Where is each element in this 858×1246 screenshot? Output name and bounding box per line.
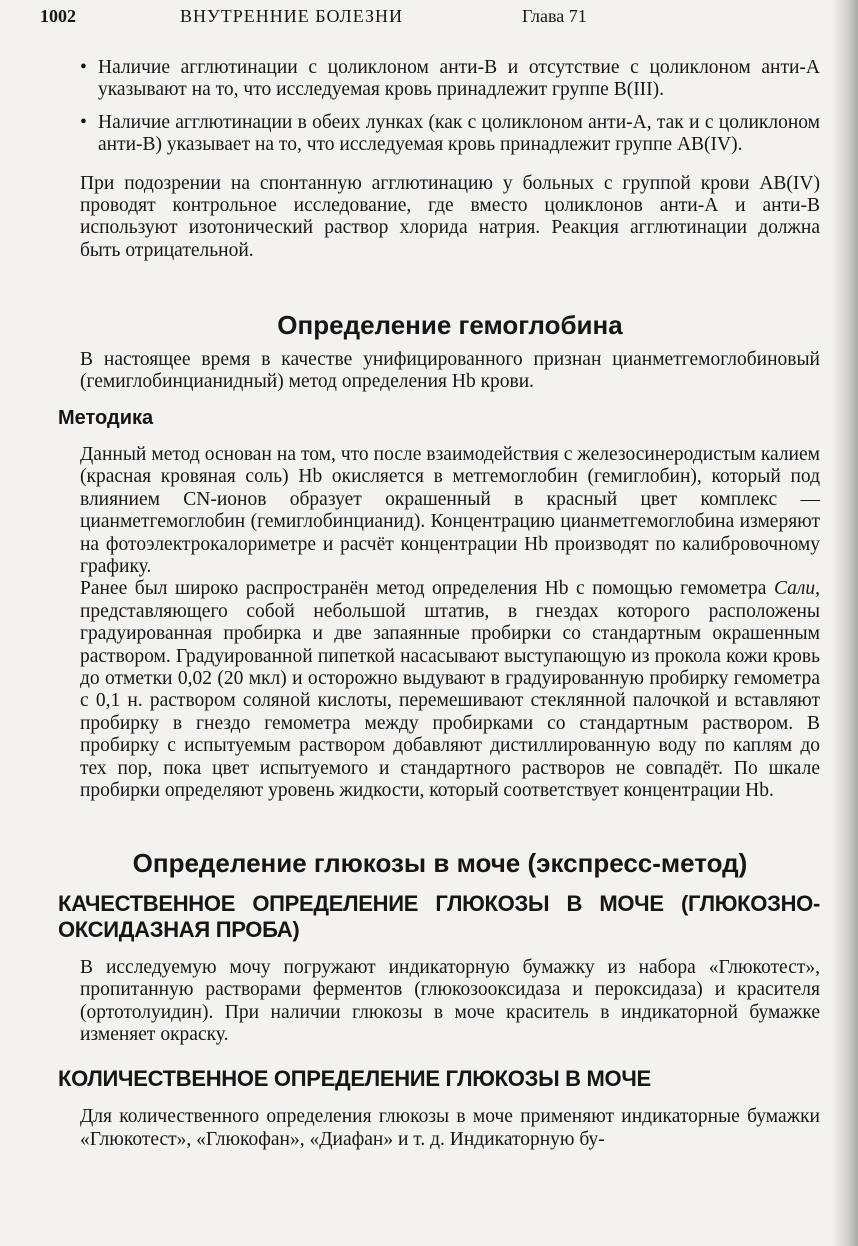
- heading-quantitative: КОЛИЧЕСТВЕННОЕ ОПРЕДЕЛЕНИЕ ГЛЮКОЗЫ В МОЧЕ: [58, 1066, 651, 1092]
- running-header: [40, 6, 820, 34]
- paragraph-qualitative: В исследуемую мочу погружают индикаторную бумажку из набора «Глюкотест», пропитанную растворами ферментов (глюкозооксидаза и пероксидаза) и красителя (ортотолуидин). При наличии глюкозы в моче краситель в индикаторной бумажке изменяет окраску.: [80, 956, 820, 1045]
- page-number: 1002: [40, 6, 76, 26]
- paragraph-method-2: [80, 578, 820, 802]
- text-run: Ранее был широко распространён метод определения Hb с помощью гемометра: [80, 578, 774, 600]
- paragraph-quantitative: Для количественного определения глюкозы в моче применяют индикаторные бумажки «Глюкотест», «Глюкофан», «Диафан» и т. д. Индикаторную бу-: [80, 1106, 820, 1150]
- heading-method: Методика: [58, 407, 154, 430]
- heading-glucose: Определение глюкозы в моче (экспресс-метод): [132, 848, 748, 879]
- text-run: , представляющего собой небольшой штатив, в гнездах которого расположены градуированная пробирка и две запаянные пробирки со стандартным окрашенным раствором. Градуированной пипеткой насасывают выступающую из прокола кожи кровь до отметки 0,02 (20 мкл) и осторожно выдувают в градуированную пробирку гемометра с 0,1 н. раствором соляной кислоты, перемешивают стеклянной палочкой и вставляют пробирку в гнездо гемометра между пробирками со стандартным раствором. В пробирку с испытуемым раствором добавляют дистиллированную воду по каплям до тех пор, пока цвет испытуемого и стандартного растворов не совпадёт. По шкале пробирки определяют уровень жидкости, который соответствует концентрации Hb.: [80, 578, 820, 801]
- list-item-text: Наличие агглютинации в обеих лунках (как с цоликлоном анти-А, так и с цоликлоном анти-В) указывает на то, что исследуемая кровь принадлежит группе АВ(IV).: [98, 111, 820, 156]
- paragraph-hemoglobin-intro: В настоящее время в качестве унифицированного признан цианметгемоглобиновый (гемиглобинцианидный) метод определения Hb крови.: [80, 348, 820, 393]
- heading-qualitative: КАЧЕСТВЕННОЕ ОПРЕДЕЛЕНИЕ ГЛЮКОЗЫ В МОЧЕ (ГЛЮКОЗНО-ОКСИДАЗНАЯ ПРОБА): [58, 890, 820, 942]
- paragraph-method-1: Данный метод основан на том, что после взаимодействия с железосинеродистым калием (красная кровяная соль) Hb окисляется в метгемоглобин (гемиглобин), который под влиянием CN-ионов образует окрашенный в красный цвет комплекс — цианметгемоглобин (гемиглобинцианид). Концентрацию цианметгемоглобина измеряют на фотоэлектрокалориметре и расчёт концентрации Hb производят по калибровочному графику.: [80, 443, 820, 577]
- paragraph-agglutination: При подозрении на спонтанную агглютинацию у больных с группой крови АВ(IV) проводят контрольное исследование, где вместо цоликлонов анти-А и анти-В используют изотонический раствор хлорида натрия. Реакция агглютинации должна быть отрицательной.: [80, 172, 820, 261]
- list-item-text: Наличие агглютинации с цоликлоном анти-В и отсутствие с цоликлоном анти-А указывают на то, что исследуемая кровь принадлежит группе В(III).: [98, 57, 820, 101]
- bullet-icon: •: [80, 57, 87, 78]
- list-item: [80, 57, 820, 102]
- bullet-icon: •: [80, 111, 87, 133]
- body-text: [58, 57, 820, 1151]
- list-item: [80, 112, 820, 157]
- heading-hemoglobin: Определение гемоглобина: [277, 310, 623, 341]
- running-title: ВНУТРЕННИЕ БОЛЕЗНИ: [180, 6, 403, 26]
- name-sali: Сали: [773, 578, 816, 600]
- page-edge-shadow: [832, 0, 858, 1246]
- chapter-label: Глава 71: [522, 6, 587, 26]
